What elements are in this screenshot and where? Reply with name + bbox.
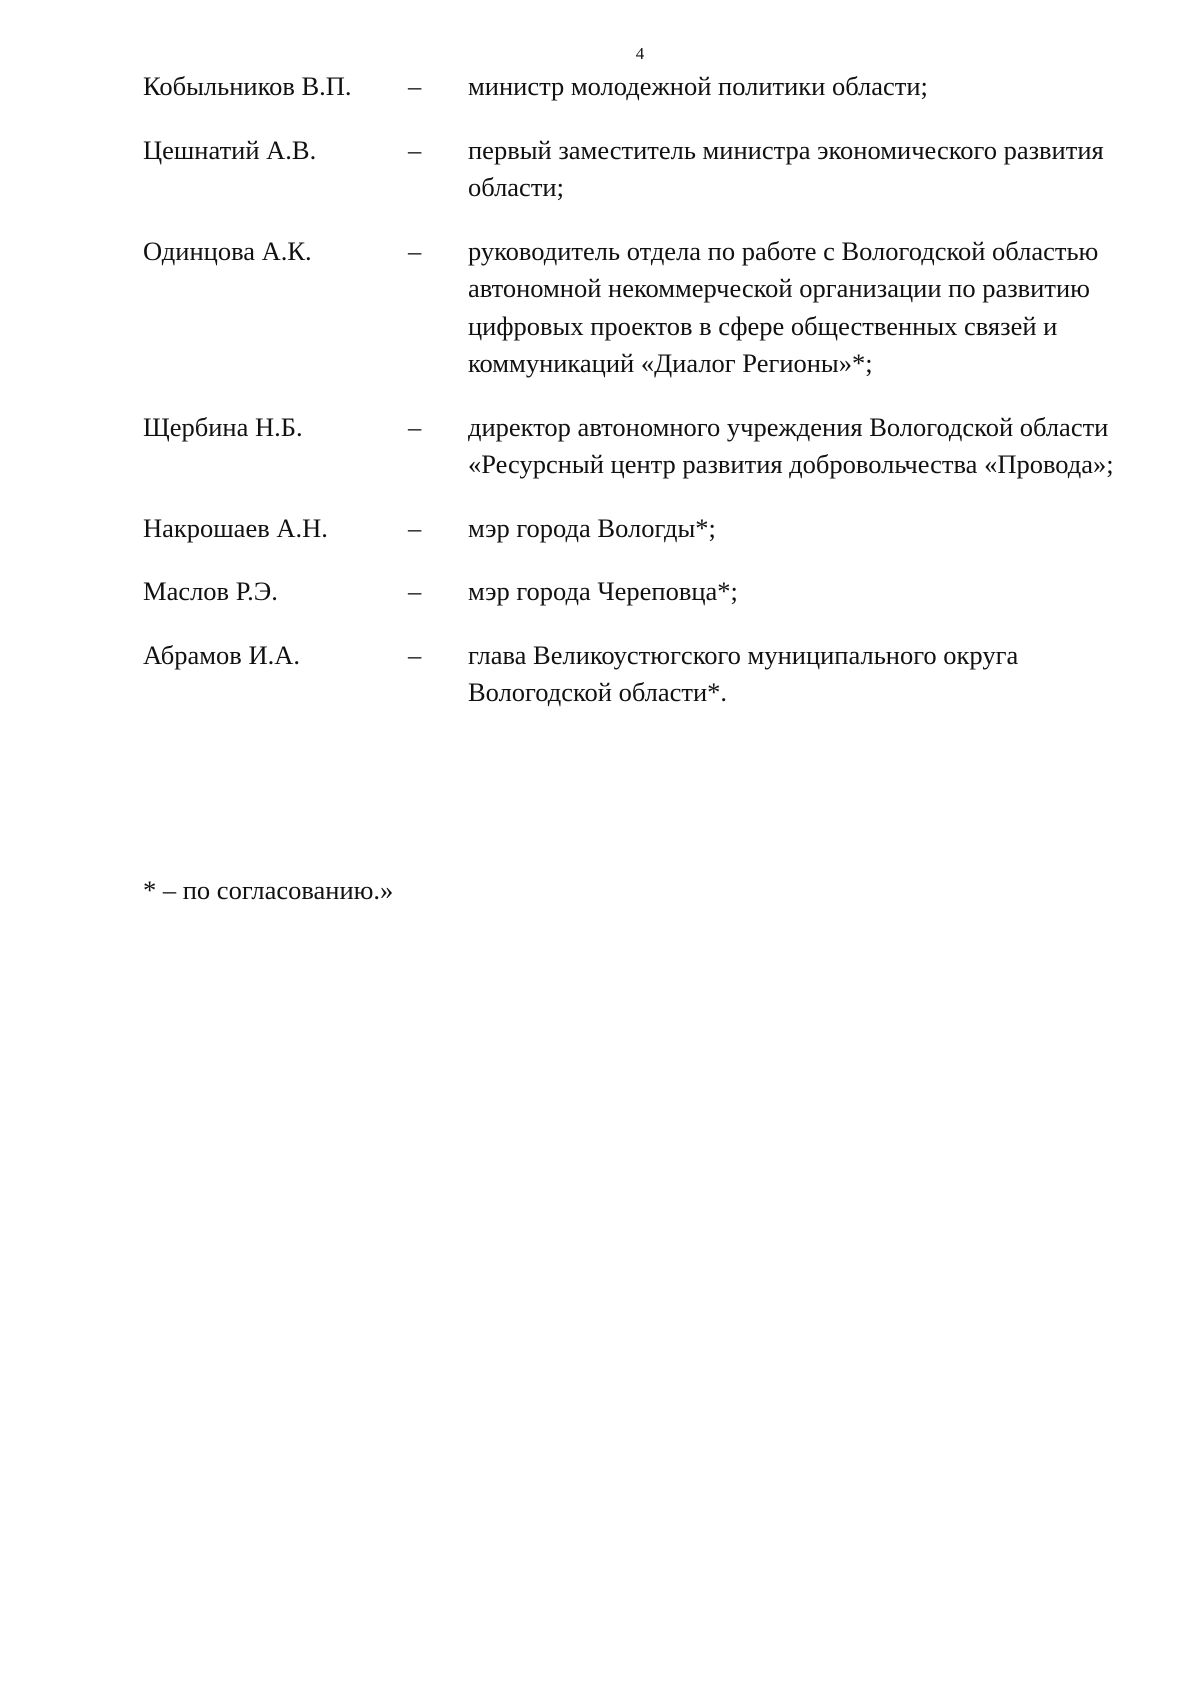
member-row <box>143 132 1143 207</box>
member-list <box>143 68 1143 712</box>
member-row <box>143 510 1143 548</box>
member-name: Маслов Р.Э. <box>143 576 278 606</box>
member-dash: – <box>408 639 422 670</box>
member-dash: – <box>408 411 422 442</box>
member-row <box>143 233 1143 383</box>
member-row <box>143 68 1143 106</box>
member-position: мэр города Вологды*; <box>468 512 716 543</box>
member-dash: – <box>408 235 422 266</box>
member-name: Щербина Н.Б. <box>143 411 303 442</box>
member-name: Цешнатий А.В. <box>143 134 317 165</box>
member-position: глава Великоустюгского муниципального округа Вологодской области*. <box>468 639 1019 707</box>
member-dash: – <box>408 512 422 543</box>
page-number: 4 <box>635 44 645 63</box>
member-name: Одинцова А.К. <box>143 235 312 266</box>
member-position: директор автономного учреждения Вологодской области «Ресурсный центр развития добровольчества «Провода»; <box>468 411 1114 479</box>
member-dash: – <box>408 576 422 606</box>
member-dash: – <box>408 71 422 101</box>
member-position: мэр города Череповца*; <box>468 576 738 606</box>
member-row <box>143 573 1143 611</box>
footnote: * – по согласованию.» <box>143 875 394 905</box>
member-position: первый заместитель министра экономического развития области; <box>468 134 1104 202</box>
member-row <box>143 637 1143 712</box>
member-row <box>143 409 1143 484</box>
member-position: руководитель отдела по работе с Вологодской областью автономной некоммерческой организации по развитию цифровых проектов в сфере общественных связей и коммуникаций «Диалог Регионы»*; <box>468 235 1099 378</box>
member-dash: – <box>408 134 422 165</box>
member-name: Кобыльников В.П. <box>143 71 352 101</box>
member-name: Абрамов И.А. <box>143 639 300 670</box>
member-position: министр молодежной политики области; <box>468 71 928 101</box>
member-name: Накрошаев А.Н. <box>143 512 328 543</box>
